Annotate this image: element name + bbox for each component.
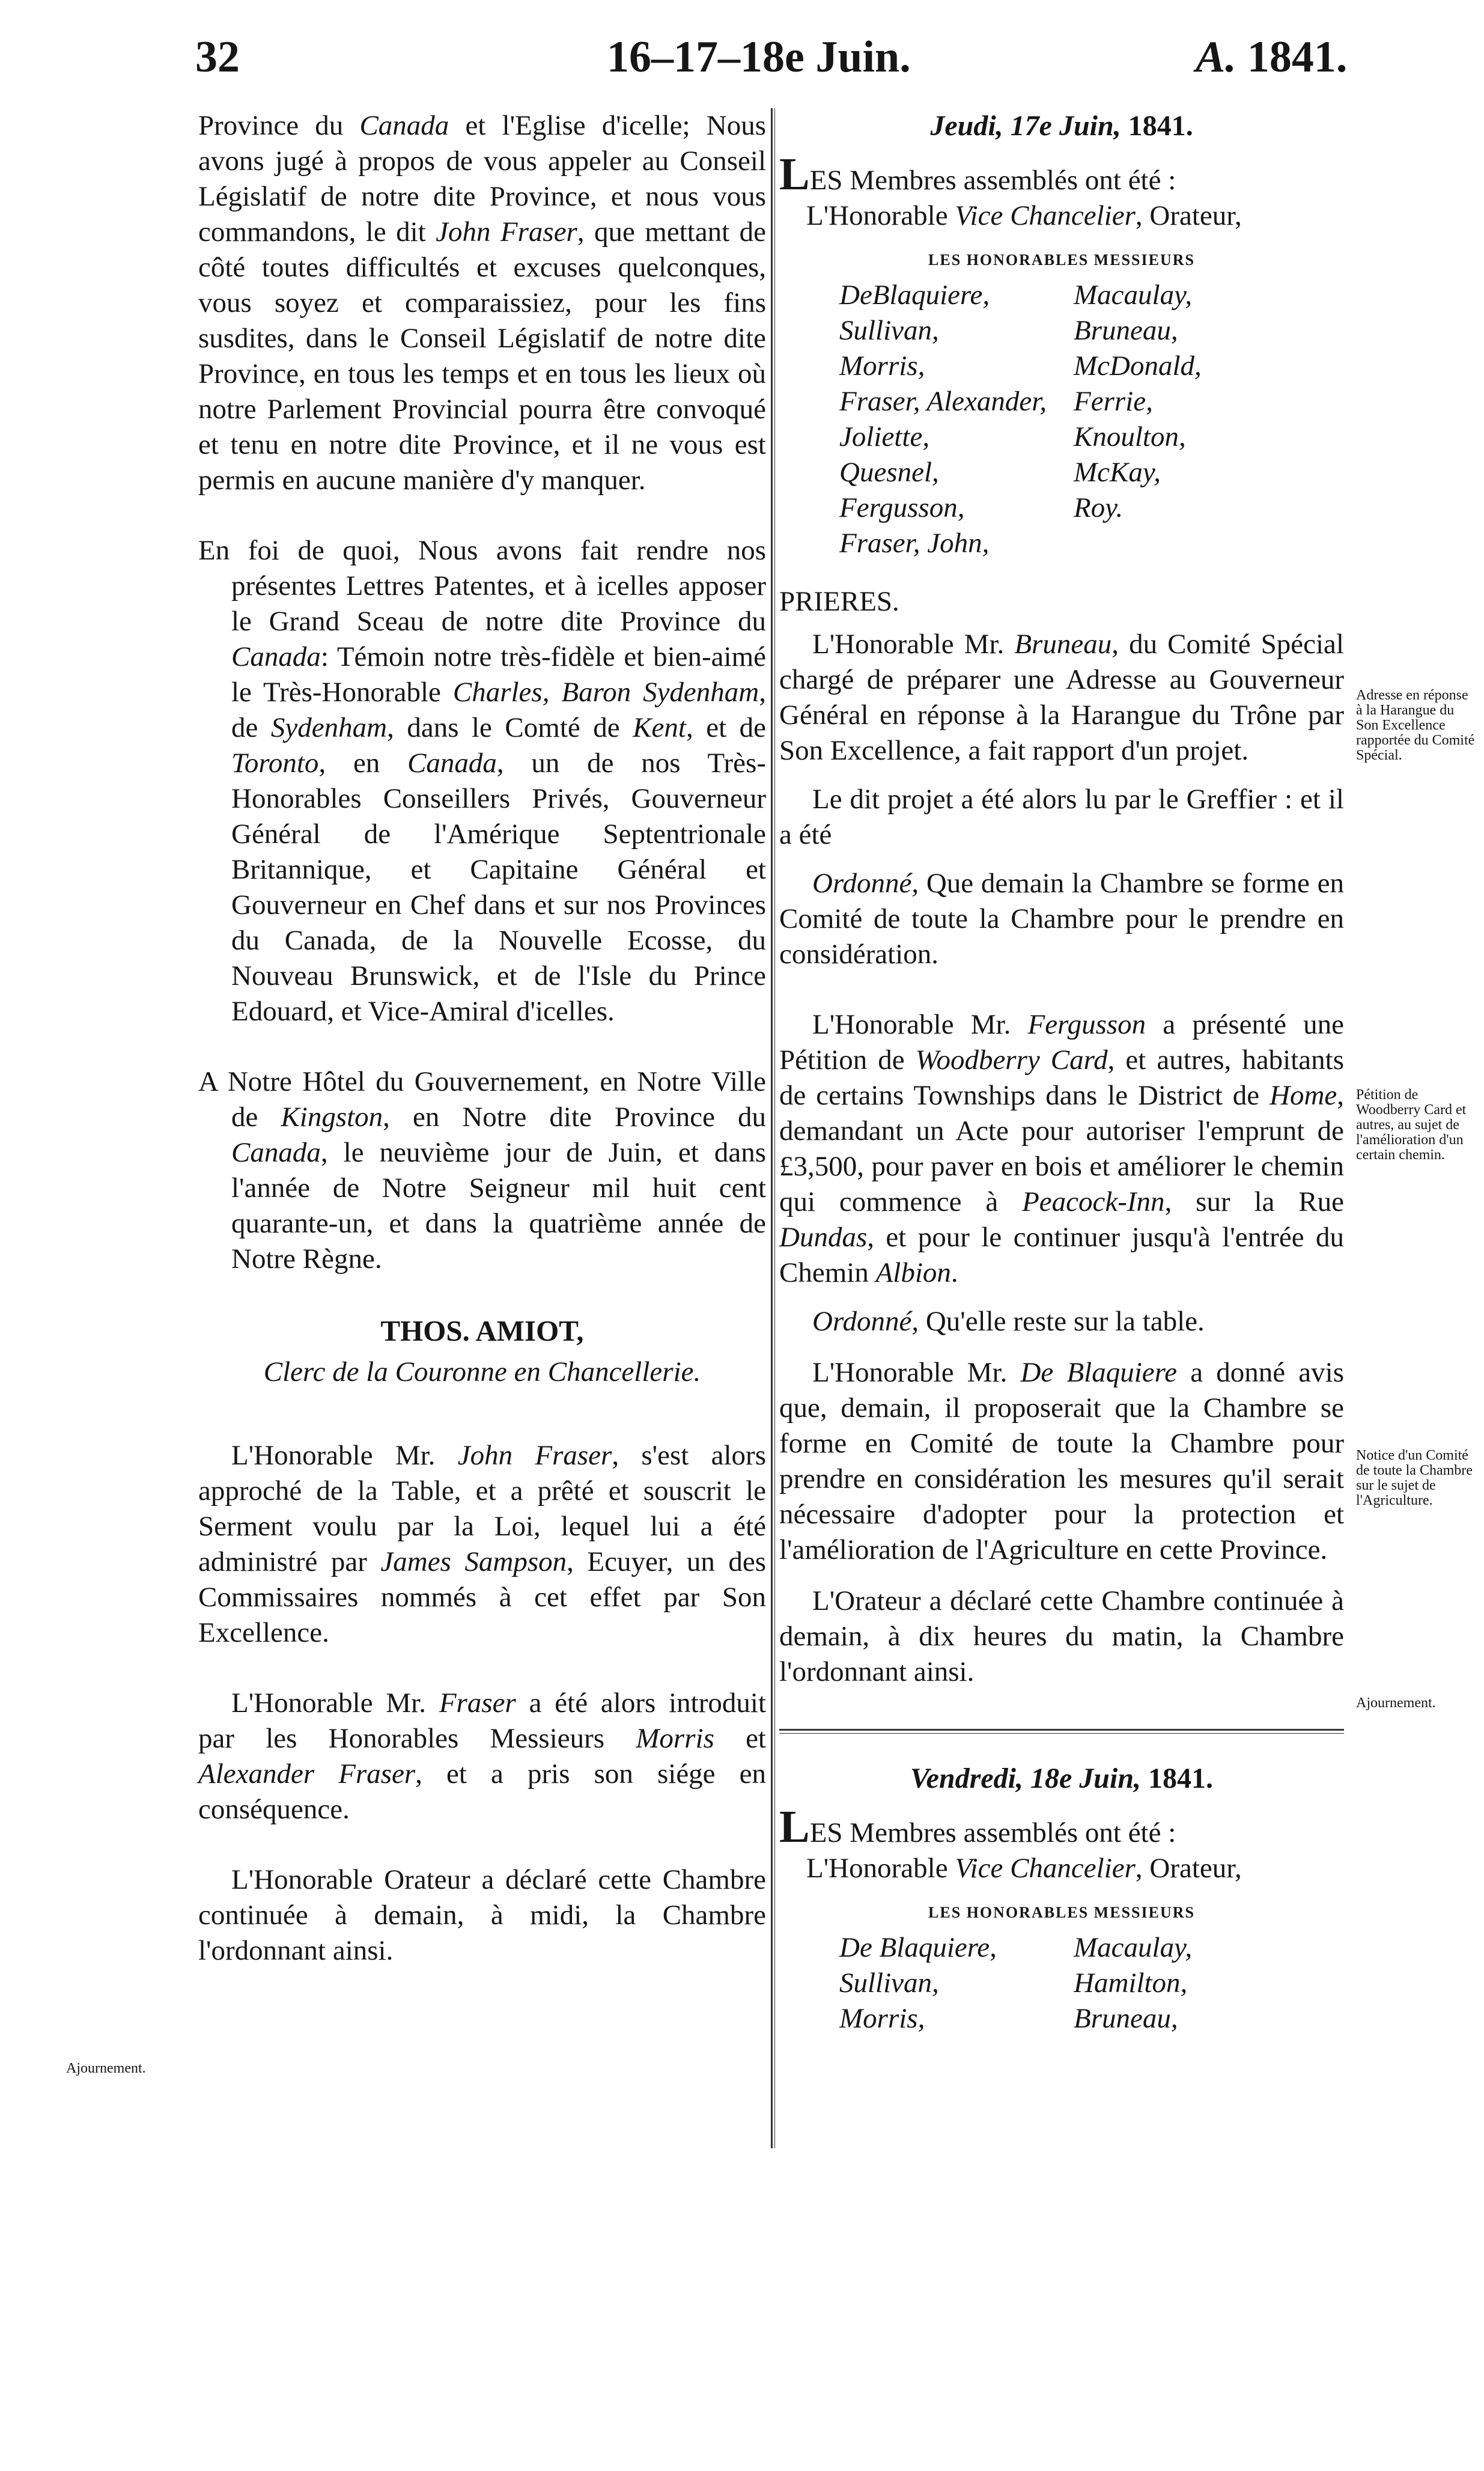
right-column [779, 108, 1344, 2037]
bruneau-paragraph: L'Honorable Mr. Bruneau, du Comité Spécial chargé de préparer une Adresse au Gouverneur Général en réponse à la Harangue du Trône par Son Excellence, a fait rapport d'un projet. [779, 629, 1344, 766]
margin-note-adresse: Adresse en réponse à la Harangue du Son Excellence rapportée du Comité Spécial. [1356, 687, 1475, 763]
section-rule [779, 1729, 1344, 1734]
page-header [0, 24, 1484, 96]
members-assembled-thursday: LES Membres assemblés ont été : [779, 149, 1176, 200]
member-name: McDonald, [1074, 350, 1202, 382]
member-name: Quesnel, [839, 457, 939, 488]
greffier-paragraph: Le dit projet a été alors lu par le Greffier : et il a été [779, 784, 1344, 850]
speaker-friday: L'Honorable Vice Chancelier, Orateur, [806, 1853, 1242, 1884]
member-name: Hamilton, [1074, 1967, 1188, 1999]
ordonne-table: Ordonné, Qu'elle reste sur la table. [812, 1306, 1205, 1337]
signature-title: Clerc de la Couronne en Chancellerie. [263, 1356, 701, 1388]
member-name: Morris, [839, 2003, 925, 2034]
members-list-thursday [779, 278, 1344, 561]
year-value: 1841. [1247, 32, 1348, 82]
member-name: Sullivan, [839, 1967, 939, 1999]
member-name: Roy. [1074, 492, 1124, 523]
en-foi-paragraph: En foi de quoi, Nous avons fait rendre nos présentes Lettres Patentes, et à icelles apposer le Grand Sceau de notre dite Province du Canada: Témoin notre très-fidèle et bien-aimé le Très-Honorable Charles, Baron Sydenham, de Sydenham, dans le Comté de Kent, et de Toronto, en Canada, un de nos Très-Honorables Conseillers Privés, Gouverneur Général de l'Amérique Septentrionale Britannique, et Capitaine Général et Gouverneur en Chef dans et sur nos Provinces du Canada, de la Nouvelle Ecosse, du Nouveau Brunswick, et de l'Isle du Prince Edouard, et Vice-Amiral d'icelles. [198, 535, 766, 1027]
members-assembled-friday: LES Membres assemblés ont été : [779, 1802, 1176, 1852]
signature: THOS. AMIOT, [380, 1314, 584, 1347]
member-name: McKay, [1074, 457, 1161, 488]
margin-note-notice: Notice d'un Comité de toute la Chambre sur le sujet de l'Agriculture. [1356, 1448, 1473, 1508]
fraser-oath-paragraph: L'Honorable Mr. John Fraser, s'est alors approché de la Table, et a prêté et souscrit le Serment voulu par la Loi, lequel lui a été administré par James Sampson, Ecuyer, un des Commissaires nommés à cet effet par Son Excellence. [198, 1440, 766, 1648]
member-name: Knoulton, [1074, 421, 1186, 452]
member-name: Fraser, Alexander, [839, 386, 1047, 417]
member-name: Fergusson, [839, 492, 965, 523]
member-name: Macaulay, [1074, 279, 1193, 311]
right-adjourn-paragraph: L'Orateur a déclaré cette Chambre continuée à demain, à dix heures du matin, la Chambre l'ordonnant ainsi. [779, 1585, 1344, 1687]
margin-note-ajournement-right: Ajournement. [1356, 1695, 1436, 1711]
member-name: DeBlaquiere, [839, 279, 990, 311]
writ-continuation: Province du Canada et l'Eglise d'icelle; Nous avons jugé à propos de vous appeler au Conseil Législatif de notre dite Province, et nous vous commandons, le dit John Fraser, que mettant de côté toutes difficultés et excuses quelconques, vous soyez et comparaissiez, pour les fins susdites, dans le Conseil Législatif de notre dite Province, en tous les temps et en tous les lieux où notre Parlement Provincial pourra être convoqué et tenu en notre dite Province, et il ne vous est permis en aucune manière d'y manquer. [198, 110, 766, 496]
left-column [198, 108, 766, 1969]
column-divider [771, 108, 773, 2148]
member-name: Macaulay, [1074, 1932, 1193, 1963]
member-name: Morris, [839, 350, 925, 382]
margin-note-petition: Pétition de Woodberry Card et autres, au sujet de l'amélioration d'un certain chemin. [1356, 1087, 1467, 1163]
page-number: 32 [195, 32, 240, 82]
ordonne-committee: Ordonné, Que demain la Chambre se forme en Comité de toute la Chambre pour le prendre en considération. [779, 868, 1344, 970]
honorables-label-friday: LES HONORABLES MESSIEURS [928, 1904, 1195, 1921]
members-list-friday [779, 1930, 1344, 2037]
honorables-label-thursday: LES HONORABLES MESSIEURS [928, 251, 1195, 269]
left-adjourn-paragraph: L'Honorable Orateur a déclaré cette Chambre continuée à demain, à midi, la Chambre l'ordonnant ainsi. [198, 1864, 766, 1966]
member-name: Bruneau, [1074, 2003, 1178, 2034]
member-name [1074, 526, 1254, 561]
thursday-heading: Jeudi, 17e Juin, 1841. [930, 110, 1193, 142]
member-name: Joliette, [839, 421, 930, 452]
member-name: Ferrie, [1074, 386, 1153, 417]
fraser-introduced-paragraph: L'Honorable Mr. Fraser a été alors introduit par les Honorables Messieurs Morris et Alexander Fraser, et a pris son siége en conséquence. [198, 1687, 766, 1825]
hotel-paragraph: A Notre Hôtel du Gouvernement, en Notre Ville de Kingston, en Notre dite Province du Canada, le neuvième jour de Juin, et dans l'année de Notre Seigneur mil huit cent quarante-un, et dans la quatrième année de Notre Règne. [198, 1066, 766, 1275]
deblaquiere-notice-paragraph: L'Honorable Mr. De Blaquiere a donné avis que, demain, il proposerait que la Chambre se forme en Comité de toute la Chambre pour prendre en considération les mesures qu'il serait nécessaire d'adopter pour la protection et l'amélioration de l'Agriculture en cette Province. [779, 1357, 1344, 1565]
friday-heading: Vendredi, 18e Juin, 1841. [910, 1763, 1214, 1794]
header-year [1196, 24, 1347, 90]
member-name: De Blaquiere, [839, 1932, 997, 1963]
speaker-thursday: L'Honorable Vice Chancelier, Orateur, [806, 200, 1242, 231]
fergusson-petition-paragraph: L'Honorable Mr. Fergusson a présenté une Pétition de Woodberry Card, et autres, habitants de certains Townships dans le District de Home, demandant un Acte pour autoriser l'emprunt de £3,500, pour paver en bois et améliorer le chemin qui commence à Peacock-Inn, sur la Rue Dundas, et pour le continuer jusqu'à l'entrée du Chemin Albion. [779, 1009, 1344, 1288]
header-dates: 16–17–18e Juin. [607, 32, 911, 82]
member-name: Fraser, John, [839, 528, 990, 559]
column-divider-inner [774, 108, 775, 2148]
margin-note-ajournement-left: Ajournement. [66, 2061, 146, 2076]
member-name: Sullivan, [839, 315, 939, 346]
member-name: Bruneau, [1074, 315, 1178, 346]
year-prefix: A. [1196, 32, 1236, 82]
prieres-heading: PRIERES. [779, 586, 899, 617]
